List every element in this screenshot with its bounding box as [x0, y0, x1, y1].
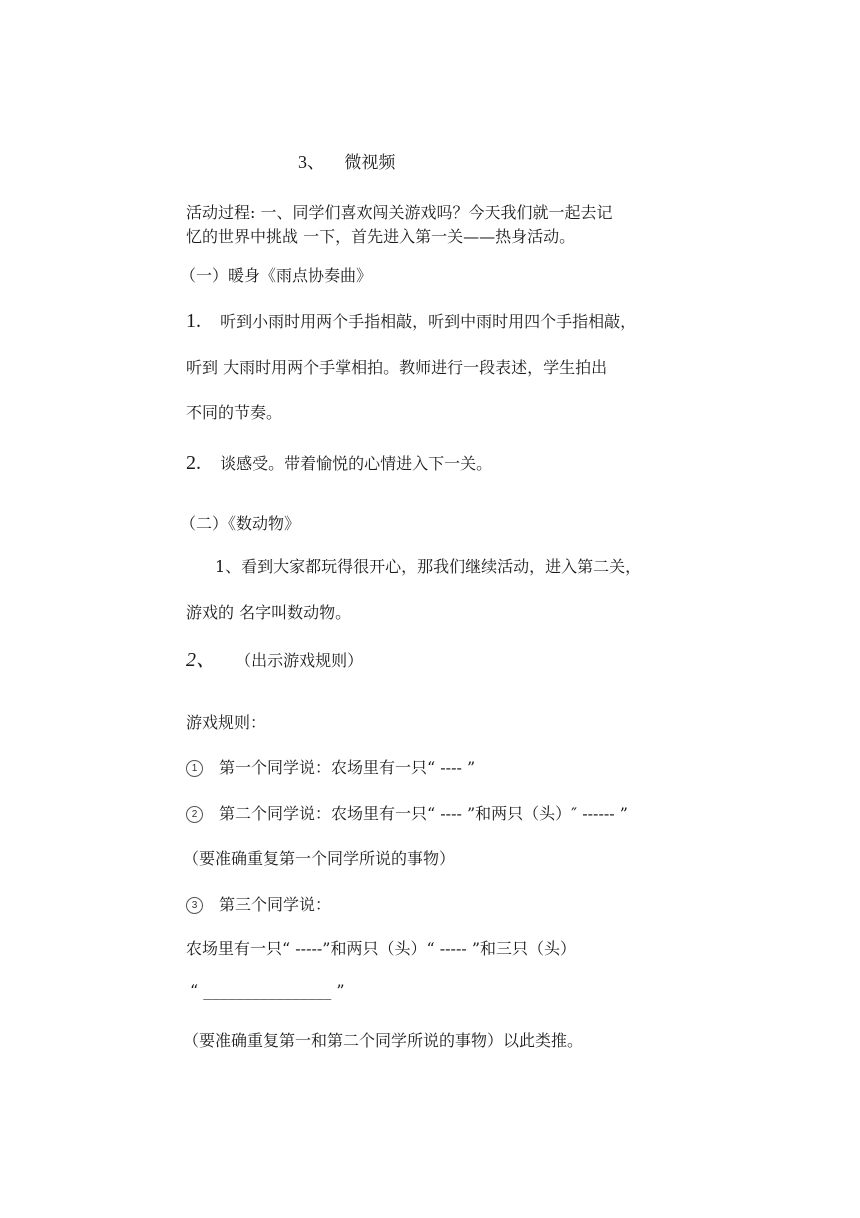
- heading: [298, 152, 395, 173]
- circled-number-1: 1: [186, 760, 203, 777]
- section2-title: （二）《数动物》: [180, 514, 301, 533]
- rule-3-text: 第三个同学说：: [219, 895, 332, 914]
- section2-item2-number: 2、: [186, 649, 216, 671]
- section1-item1-text: 听到小雨时用两个手指相敲，听到中雨时用四个手指相敲，: [220, 312, 637, 331]
- section1-item1-number: 1.: [186, 310, 201, 332]
- circled-number-2: 2: [186, 806, 203, 823]
- rule-1: [186, 758, 475, 778]
- rule-3: [186, 895, 331, 915]
- rule-2: [186, 804, 628, 824]
- section1-item1-line1: [186, 311, 636, 332]
- section2-item1-line1: 1、看到大家都玩得很开心，那我们继续活动，进入第二关，: [215, 557, 642, 576]
- rule-1-text: 第一个同学说：农场里有一只“ ---- ”: [219, 758, 476, 777]
- rule-3-line1: 农场里有一只“ -----”和两只（头）“ ----- ”和三只（头）: [186, 939, 577, 958]
- heading-title: 微视频: [344, 153, 396, 173]
- intro-line-1: 活动过程: 一、同学们喜欢闯关游戏吗？今天我们就一起去记: [186, 203, 613, 222]
- section1-item1-line2: 听到 大雨时用两个手掌相拍。教师进行一段表述，学生拍出: [186, 358, 608, 377]
- rule-3-line2: “ ________________ ”: [190, 981, 345, 1000]
- rules-title: 游戏规则：: [186, 713, 267, 732]
- section2-item1-line2: 游戏的 名字叫数动物。: [186, 603, 352, 622]
- circled-number-3: 3: [186, 897, 203, 914]
- heading-number: 3、: [298, 152, 325, 172]
- intro-line-2: 忆的世界中挑战 一下，首先进入第一关——热身活动。: [186, 227, 576, 246]
- section2-item2-text: （出示游戏规则）: [235, 651, 364, 670]
- section1-item2-text: 谈感受。带着愉悦的心情进入下一关。: [220, 454, 493, 473]
- section1-item2: [186, 453, 492, 474]
- rule-2-text: 第二个同学说：农场里有一只“ ---- ”和两只（头）″ ------ ”: [219, 804, 628, 823]
- section1-item1-line3: 不同的节奏。: [186, 403, 283, 422]
- section2-item2: [186, 650, 363, 671]
- section1-item2-number: 2.: [186, 452, 201, 474]
- rule-3-note: （要准确重复第一和第二个同学所说的事物）以此类推。: [183, 1031, 584, 1050]
- section1-title: （一）暖身《雨点协奏曲》: [180, 266, 373, 285]
- rule-2-note: （要准确重复第一个同学所说的事物）: [183, 849, 456, 868]
